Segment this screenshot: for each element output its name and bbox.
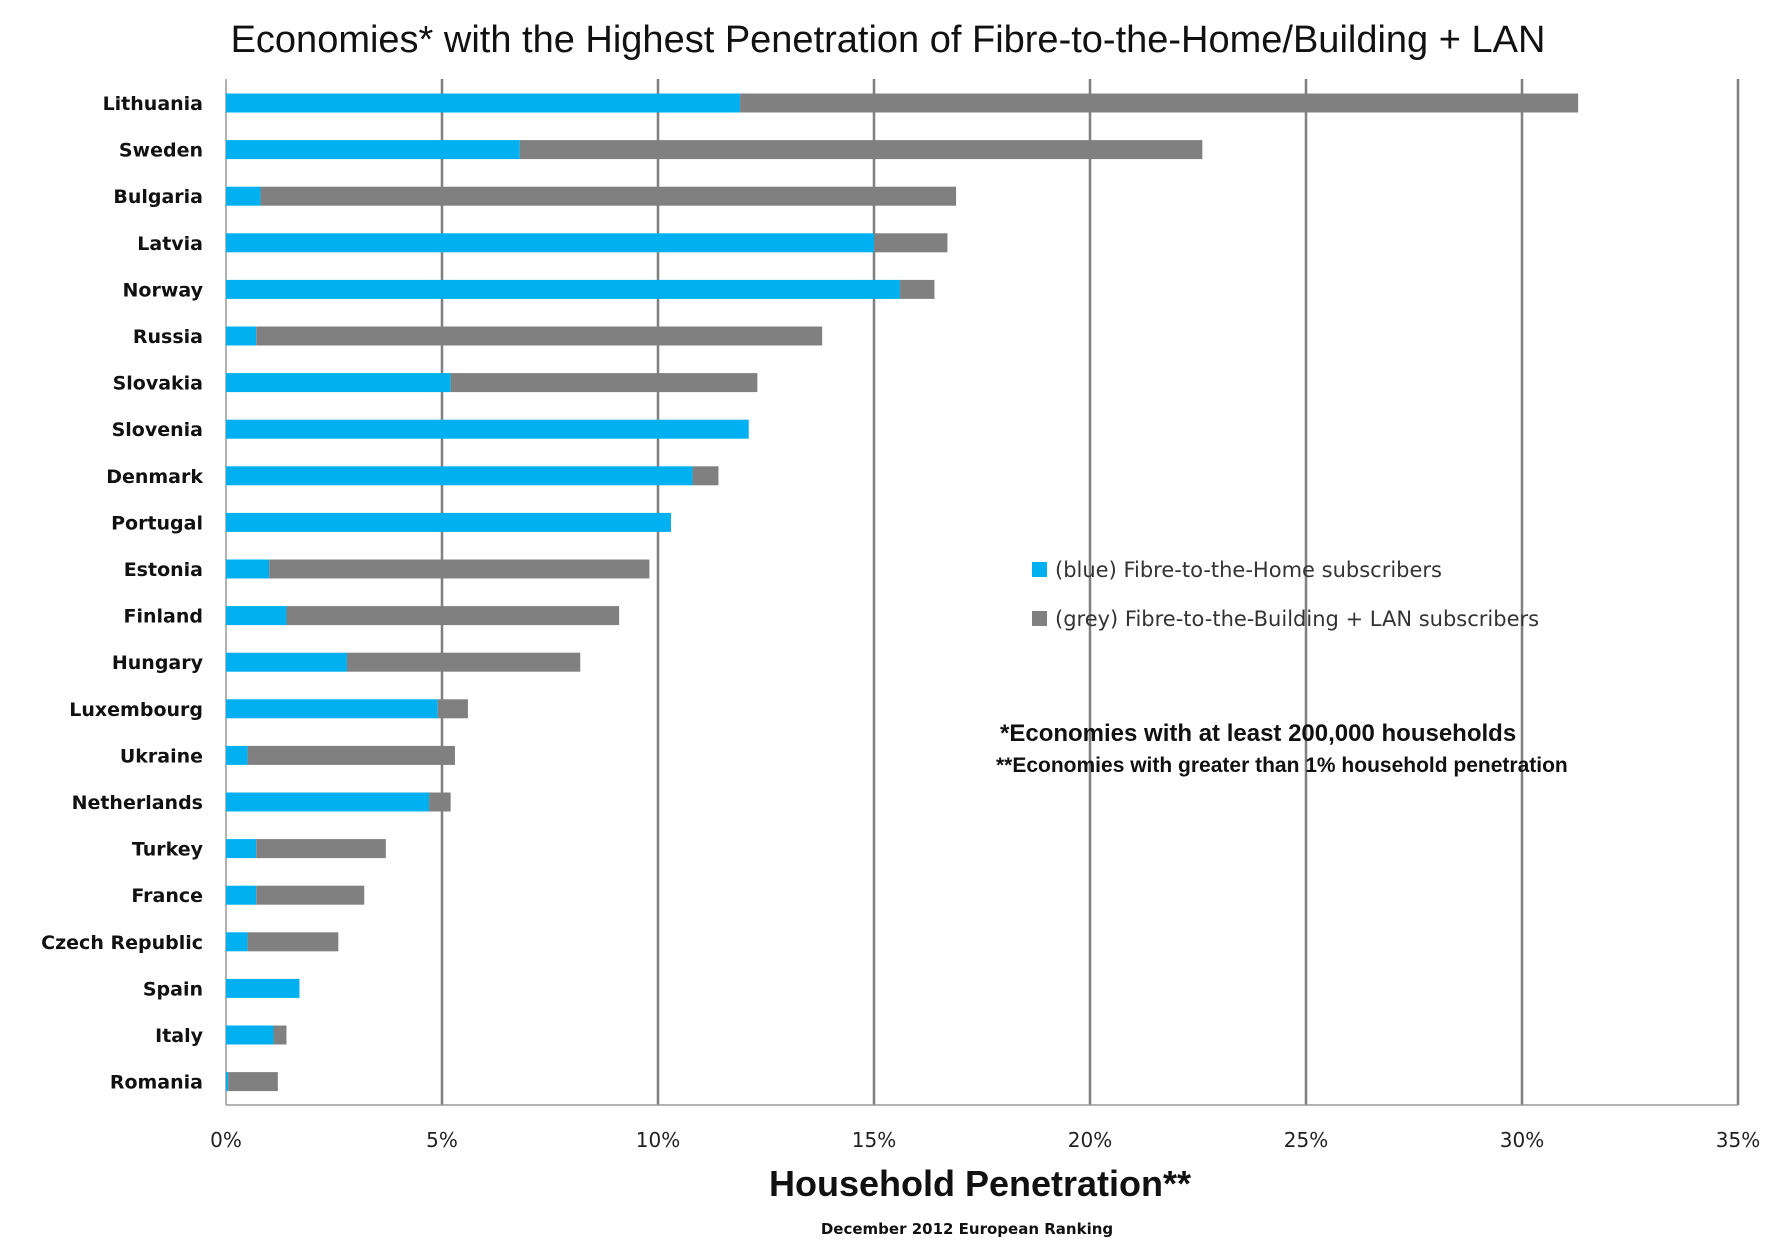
chart-title: Economies* with the Highest Penetration of Fibre-to-the-Home/Building + LAN <box>230 19 1546 61</box>
x-tick-label: 25% <box>1283 1128 1329 1152</box>
legend-label-blue: (blue) Fibre-to-the-Home subscribers <box>1055 558 1442 582</box>
bar-ftth <box>226 560 269 579</box>
bar-fttb-lan <box>438 699 468 718</box>
bar-ftth <box>226 280 900 299</box>
category-label: Czech Republic <box>41 931 203 954</box>
category-label: Lithuania <box>102 93 203 115</box>
bar-ftth <box>226 793 429 812</box>
bar-fttb-lan <box>429 793 451 812</box>
bar-fttb-lan <box>693 466 719 485</box>
bar-fttb-lan <box>740 94 1578 113</box>
bar-fttb-lan <box>256 886 364 905</box>
category-label: Luxembourg <box>69 698 203 721</box>
bar-fttb-lan <box>274 1026 287 1045</box>
category-label: Ukraine <box>119 745 203 768</box>
x-tick-label: 0% <box>210 1128 242 1152</box>
x-tick-label: 20% <box>1067 1128 1113 1152</box>
bar-ftth <box>226 1072 228 1091</box>
category-label: Turkey <box>131 838 203 861</box>
category-label: Russia <box>132 326 203 348</box>
bar-fttb-lan <box>347 653 580 672</box>
category-label: Portugal <box>111 512 203 535</box>
category-label: Italy <box>155 1025 203 1047</box>
category-label: Spain <box>142 978 203 1001</box>
category-label: Denmark <box>106 465 203 488</box>
bars <box>226 94 1578 1092</box>
category-label: Finland <box>123 605 203 628</box>
legend-label-grey: (grey) Fibre-to-the-Building + LAN subscribers <box>1055 607 1540 631</box>
category-label: Bulgaria <box>113 186 203 209</box>
chart-subtitle: December 2012 European Ranking <box>820 1220 1114 1238</box>
category-label: Latvia <box>137 232 203 255</box>
category-label: Estonia <box>123 559 203 581</box>
bar-ftth <box>226 187 261 206</box>
bar-ftth <box>226 932 248 951</box>
bar-fttb-lan <box>248 746 455 765</box>
bar-ftth <box>226 886 256 905</box>
bar-fttb-lan <box>228 1072 278 1091</box>
x-tick-label: 5% <box>426 1128 458 1152</box>
category-label: France <box>131 885 203 908</box>
x-tick-labels <box>210 1128 1760 1152</box>
category-label: Sweden <box>118 139 203 162</box>
bar-fttb-lan <box>900 280 935 299</box>
category-label: Slovakia <box>112 372 203 395</box>
bar-ftth <box>226 699 438 718</box>
bar-ftth <box>226 979 299 998</box>
bar-ftth <box>226 466 693 485</box>
category-label: Netherlands <box>71 792 203 814</box>
bar-ftth <box>226 513 671 532</box>
bar-fttb-lan <box>451 373 758 392</box>
bar-fttb-lan <box>269 560 649 579</box>
bar-fttb-lan <box>286 606 619 625</box>
bar-fttb-lan <box>256 327 822 346</box>
gridlines <box>226 79 1738 1105</box>
bar-fttb-lan <box>520 140 1203 159</box>
x-tick-label: 10% <box>635 1128 681 1152</box>
bar-fttb-lan <box>248 932 339 951</box>
bar-ftth <box>226 94 740 113</box>
bar-fttb-lan <box>261 187 957 206</box>
bar-fttb-lan <box>874 233 947 252</box>
legend <box>1032 558 1539 631</box>
bar-ftth <box>226 839 256 858</box>
category-labels <box>41 93 203 1094</box>
x-axis-label: Household Penetration** <box>768 1163 1192 1204</box>
bar-fttb-lan <box>256 839 386 858</box>
bar-ftth <box>226 606 286 625</box>
x-tick-label: 30% <box>1499 1128 1545 1152</box>
category-label: Hungary <box>111 652 203 675</box>
category-label: Norway <box>122 279 203 302</box>
bar-ftth <box>226 1026 274 1045</box>
legend-swatch-grey <box>1032 611 1047 626</box>
bar-ftth <box>226 233 874 252</box>
x-tick-label: 15% <box>851 1128 897 1152</box>
bar-ftth <box>226 327 256 346</box>
footnote-households: *Economies with at least 200,000 households <box>1000 720 1517 747</box>
bar-ftth <box>226 420 749 439</box>
bar-ftth <box>226 140 520 159</box>
category-label: Romania <box>109 1071 203 1094</box>
bar-ftth <box>226 653 347 672</box>
bar-ftth <box>226 746 248 765</box>
x-tick-label: 35% <box>1715 1128 1761 1152</box>
bar-ftth <box>226 373 451 392</box>
legend-swatch-blue <box>1032 562 1047 577</box>
footnote-penetration: **Economies with greater than 1% household penetration <box>996 754 1568 777</box>
category-label: Slovenia <box>111 419 203 442</box>
